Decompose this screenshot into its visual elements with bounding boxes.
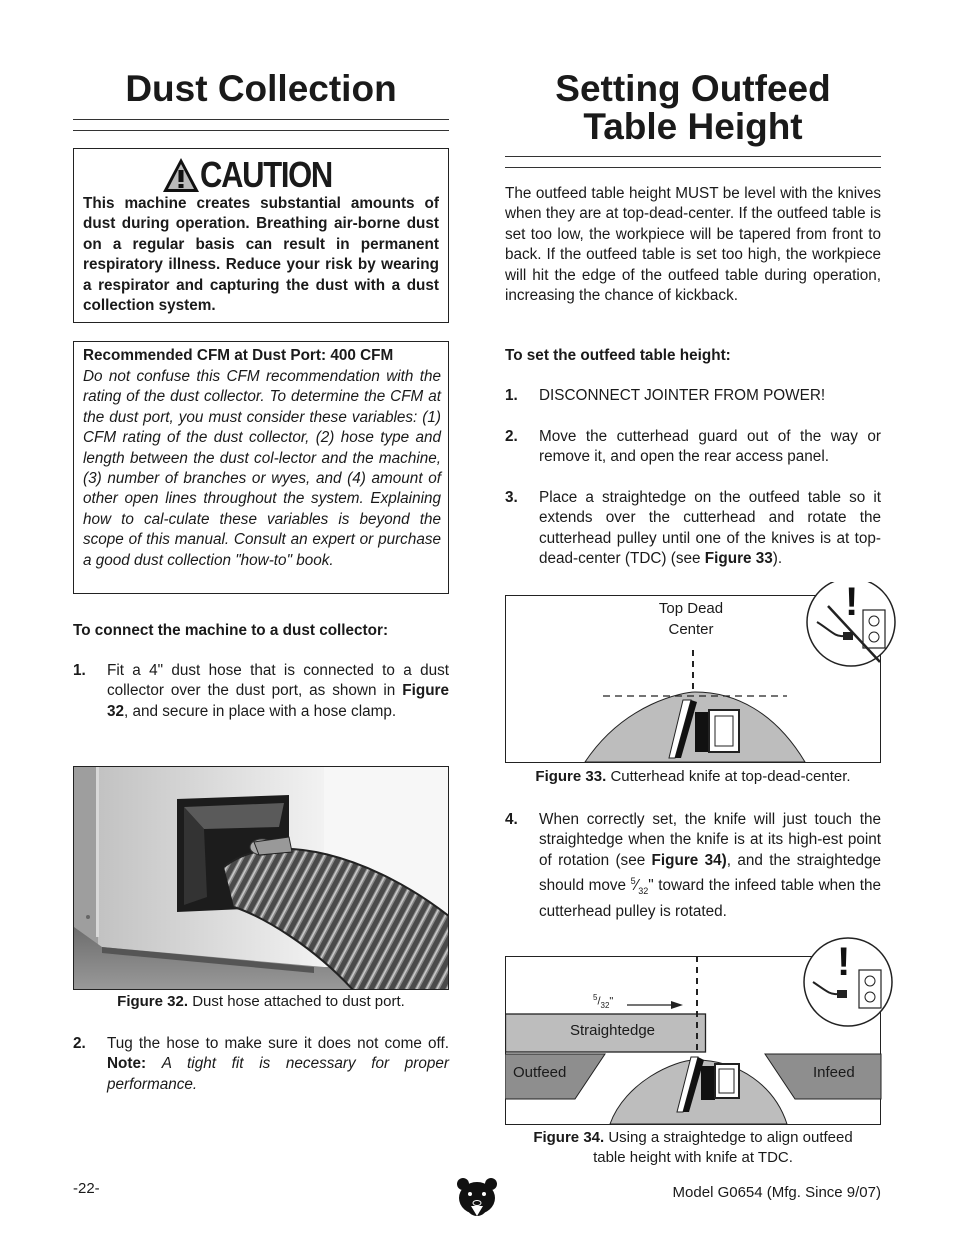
caution-box: [73, 148, 449, 323]
note-text: A tight fit is necessary for proper performance.: [107, 1055, 450, 1093]
figure-label: Figure 33.: [535, 768, 607, 785]
step-text: DISCONNECT JOINTER FROM POWER!: [539, 387, 826, 404]
gap-fraction-label: $^5/_{32}$": [593, 993, 614, 1010]
step-text-part: , and the straightedge should move: [539, 851, 881, 895]
title-rule: [73, 130, 449, 131]
connect-step-1: [73, 661, 449, 743]
title-rule: [73, 119, 449, 120]
outfeed-intro: The outfeed table height MUST be level with the knives when they are at top-dead-center. If the outfeed table is set too low, the workpiece will be tapered from front to back. If the outfeed table is set too high, the workpiece will hit the edge of the outfeed table during operation, increasing the chance of kickback.: [505, 185, 881, 305]
connect-subheading: To connect the machine to a dust collector:: [73, 622, 389, 639]
step-text-part: When correctly set, the knife will just touch the straightedge when the knife is at its high-est point of rotation (see: [539, 811, 881, 869]
step-text: [107, 1034, 449, 1095]
page-number: -22-: [73, 1180, 100, 1197]
step-text: Move the cutterhead guard out of the way or remove it, and open the rear access panel.: [539, 428, 881, 466]
step-text-part: , and secure in place with a hose clamp.: [124, 702, 397, 720]
tdc-label: [641, 598, 741, 640]
warning-triangle-icon: [162, 157, 200, 193]
step-text-part: Tug the hose to make sure it does not come off.: [107, 1035, 449, 1052]
figure-ref: Figure 34: [651, 851, 722, 869]
figure-label: Figure 34.: [533, 1129, 605, 1146]
svg-text:!: !: [845, 582, 859, 624]
note-label: Note:: [107, 1055, 147, 1073]
outfeed-step-2: [505, 427, 881, 469]
step-number: 4.: [505, 811, 518, 828]
step-number: 1.: [505, 387, 518, 404]
tdc-label-line: Top Dead: [658, 600, 724, 617]
step-text: [107, 661, 449, 722]
outfeed-label: Outfeed: [513, 1064, 567, 1081]
figure-33: [505, 582, 903, 764]
title-rule: [505, 167, 881, 168]
cfm-heading: Recommended CFM at Dust Port: 400 CFM: [83, 347, 394, 364]
fraction-denominator: 32: [638, 886, 649, 897]
figure-caption-text: Dust hose attached to dust port.: [192, 993, 405, 1010]
step-number: 3.: [505, 489, 518, 506]
bear-logo-icon: [456, 1176, 498, 1224]
model-info: Model G0654 (Mfg. Since 9/07): [672, 1184, 881, 1201]
figure-32-photo: [73, 766, 449, 990]
figure-caption-text: Using a straightedge to align outfeed: [608, 1129, 853, 1146]
svg-text:!: !: [837, 940, 851, 984]
fraction-numerator: 5: [630, 876, 636, 887]
figure-caption-text: Cutterhead knife at top-dead-center.: [610, 768, 851, 785]
step-number: 1.: [73, 662, 86, 679]
figure-34-caption: [505, 1128, 881, 1168]
connect-step-2: [73, 1034, 449, 1096]
section-title-outfeed-line2: Table Height: [583, 106, 803, 147]
caution-header: [162, 155, 362, 195]
caption-line: table height with knife at TDC.: [593, 1149, 793, 1166]
infeed-label: Infeed: [813, 1064, 855, 1081]
step-text: When correctly set, the knife will just touch the straightedge when the knife is at its high-est point of rotation (see Figure 34), and the straightedge should move $^5⁄_{32}$" toward the infeed table when the cutterhead pulley is rotated.: [539, 811, 881, 920]
step-text: [539, 488, 881, 570]
fraction-denominator: 32: [600, 1000, 610, 1010]
section-title-outfeed-line1: Setting Outfeed: [555, 68, 831, 109]
step-text-part: Place a straightedge on the outfeed table so it extends over the cutterhead and rotate the cutterhead pulley until one of the knives is at top-dead-center (TDC) (see: [539, 489, 881, 568]
figure-32-caption: [73, 992, 449, 1012]
fraction-numerator: 5: [593, 993, 598, 1002]
cfm-text: Do not confuse this CFM recommendation with the rating of the dust collector. To determine the CFM at the dust port, you must consider these variables: (1) CFM rating of the dust collector, (2) hose type and length between the dust col-lector and the machine, (3) number of branches or wyes, and (4) amount of other open lines throughout the system. Explaining how to cal-culate these variables is beyond the scope of this manual. Consult an expert or purchase a good dust collection "how-to" book.: [83, 368, 441, 569]
title-rule: [505, 156, 881, 157]
tdc-label-line: Center: [668, 621, 714, 638]
outfeed-subheading: To set the outfeed table height:: [505, 347, 731, 364]
figure-ref: Figure 32: [107, 682, 449, 720]
figure-label: Figure 32.: [117, 993, 189, 1010]
outfeed-step-4: [505, 810, 881, 932]
straightedge-label: Straightedge: [569, 1022, 656, 1039]
outfeed-step-1: [505, 386, 881, 408]
step-text-part: " toward the infeed table when the cutterhead pulley is rotated.: [539, 877, 881, 920]
cfm-box: [73, 341, 449, 594]
figure-33-caption: [505, 767, 881, 787]
figure-ref: Figure 33: [704, 550, 773, 568]
dust-hose-photo: [74, 767, 449, 990]
caution-text: This machine creates substantial amounts of dust during operation. Breathing air-borne dust on a regular basis can result in permanent respiratory illness. Reduce your risk by wearing a respirator and capturing the dust with a dust collection system.: [83, 195, 439, 315]
step-number: 2.: [505, 428, 518, 445]
step-number: 2.: [73, 1035, 86, 1052]
caption-line: [505, 1128, 881, 1148]
step-text-part: ).: [772, 550, 783, 568]
step-text-part: Fit a 4" dust hose that is connected to a dust collector over the dust port, as shown in: [107, 662, 449, 700]
figure-34: [505, 932, 903, 1126]
outfeed-step-3: [505, 488, 881, 570]
section-title-dust-collection: Dust Collection: [125, 68, 397, 109]
caution-heading: CAUTION: [200, 154, 333, 195]
